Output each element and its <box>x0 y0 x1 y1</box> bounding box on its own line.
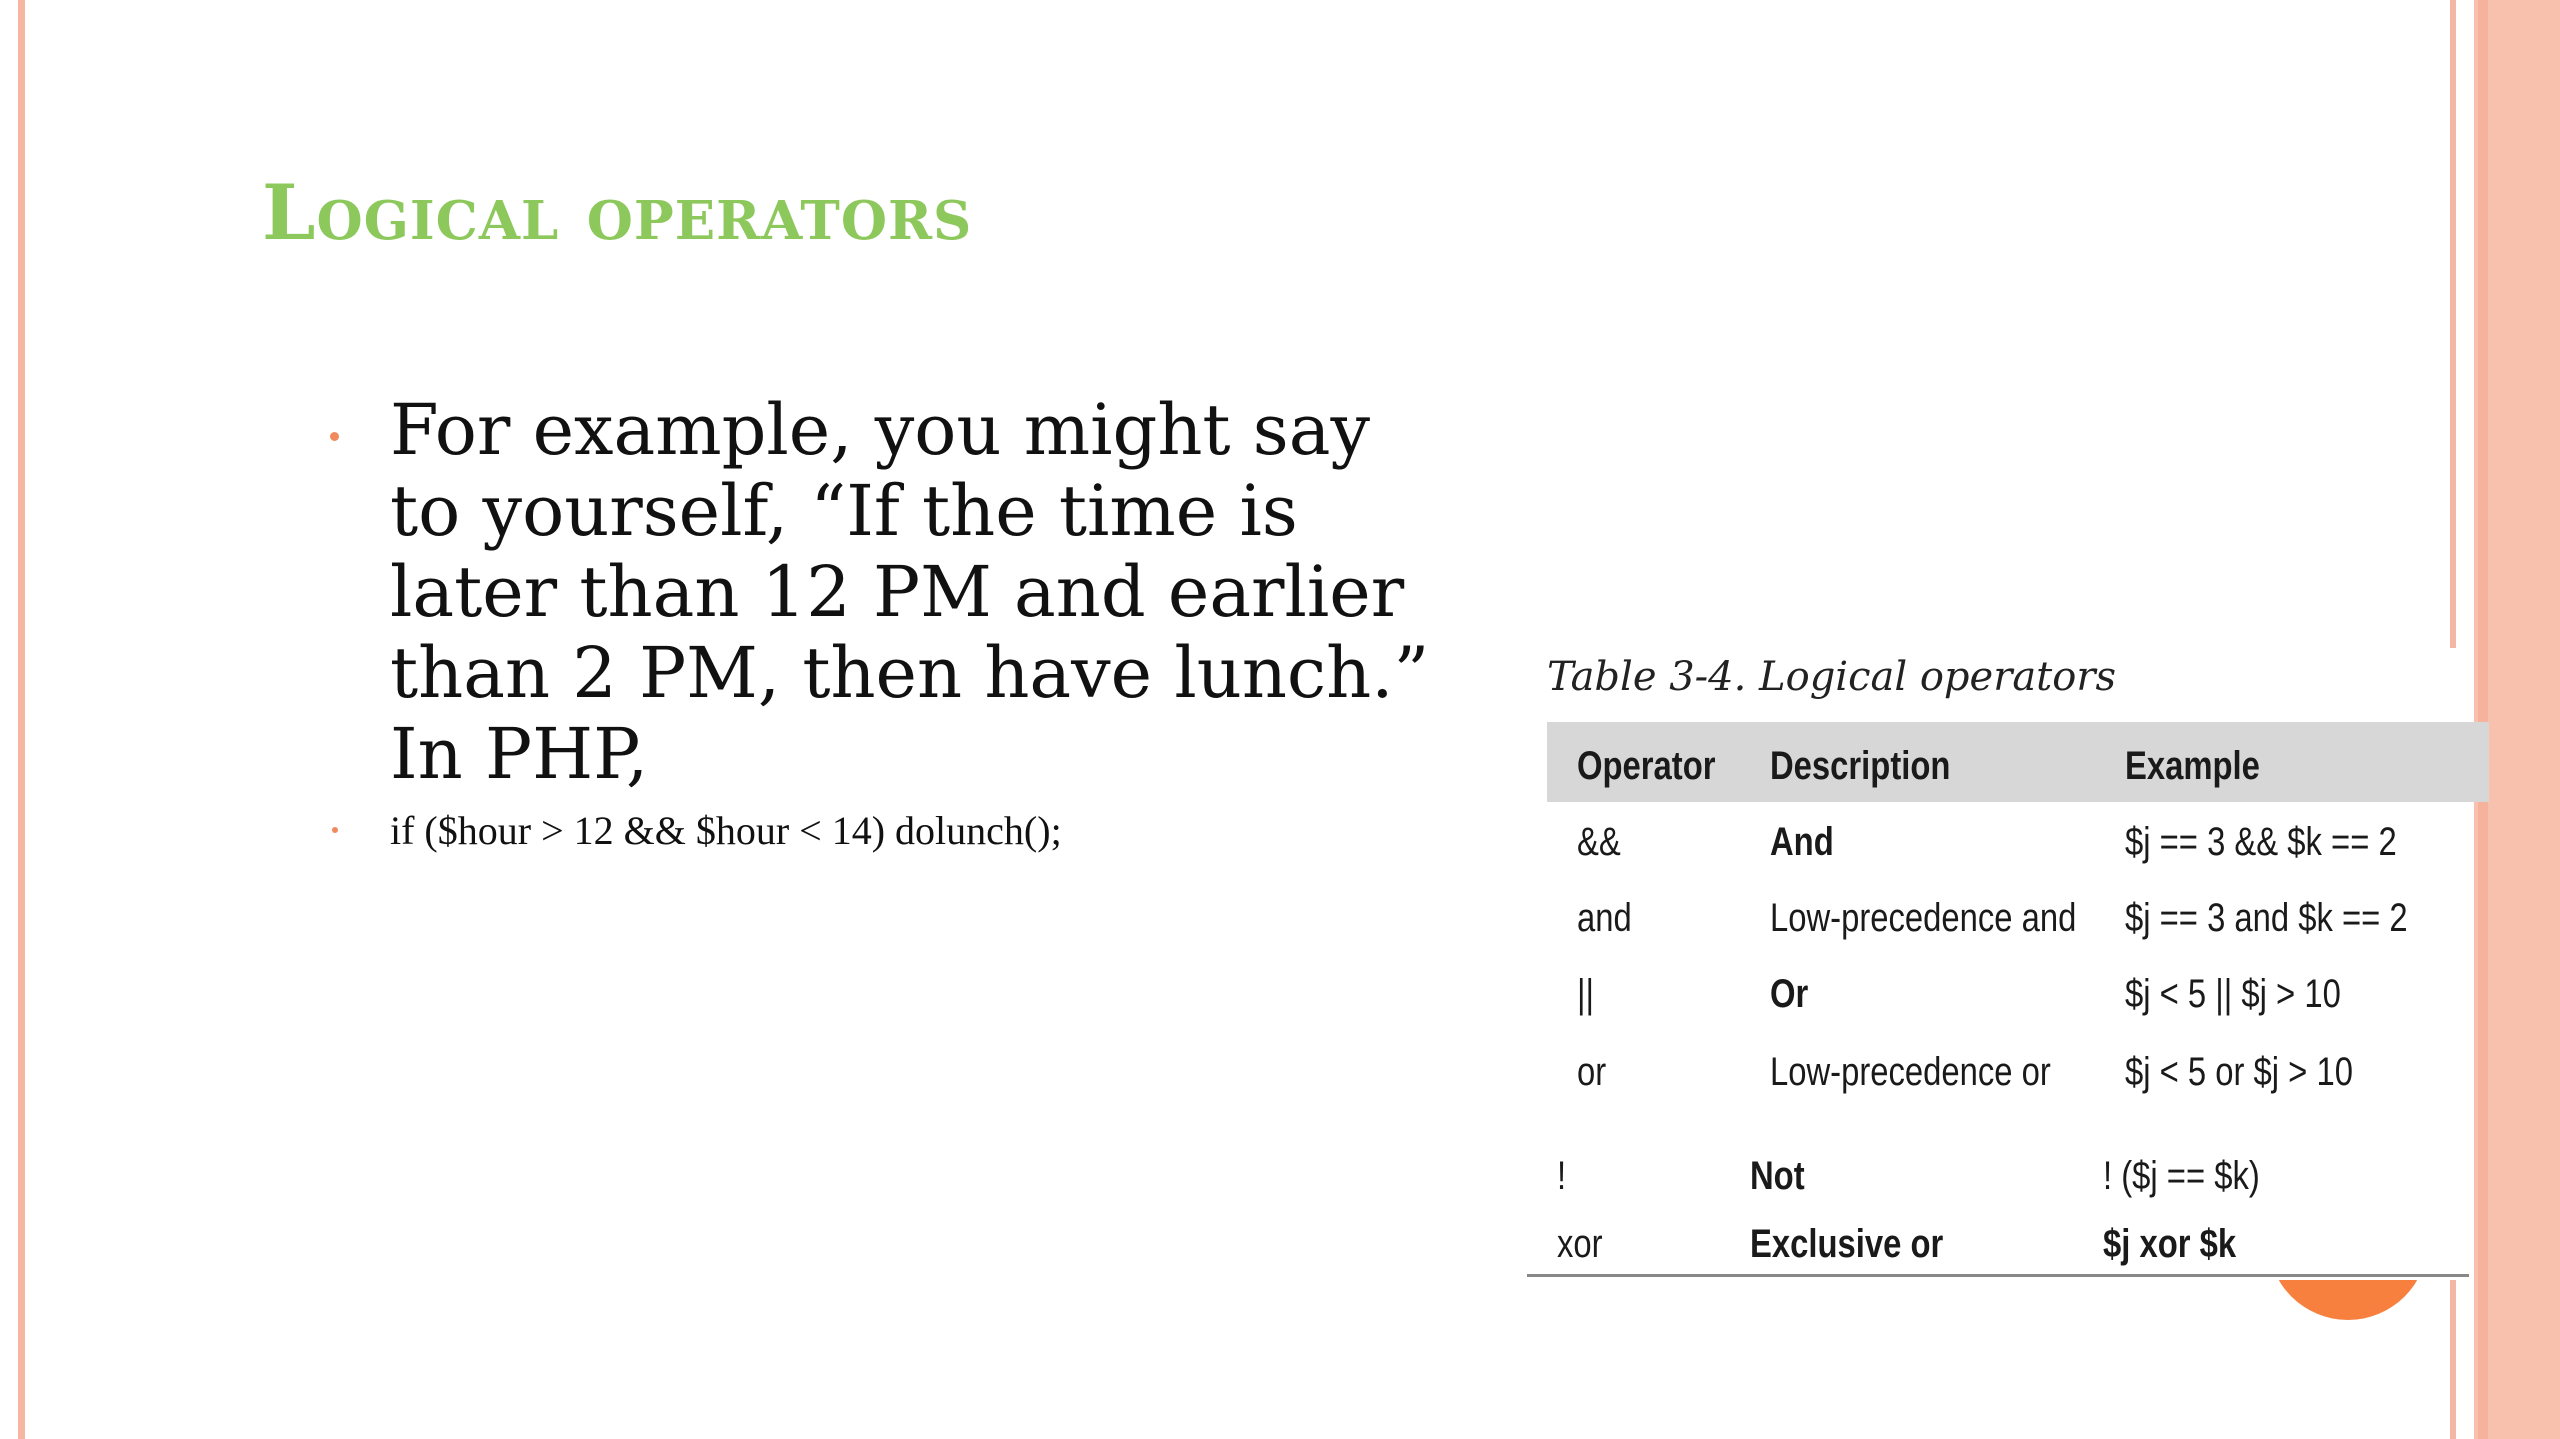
table-cell-operator: xor <box>1557 1222 1603 1266</box>
right-accent-stripe <box>2478 0 2488 1439</box>
table-cell-example: $j == 3 && $k == 2 <box>2125 820 2397 864</box>
bullet-marker <box>332 827 338 833</box>
slide-title: Logical operators <box>262 168 973 257</box>
table-cell-example: $j < 5 or $j > 10 <box>2125 1050 2353 1094</box>
table-cell-description: Low-precedence and <box>1770 896 2077 940</box>
bullet-text: For example, you might say to yourself, “If the time is later than 12 PM and earlier than 2 PM, then have lunch.” In PHP, <box>390 389 1430 795</box>
bullet-marker <box>330 432 339 441</box>
table-cell-operator: || <box>1577 972 1595 1016</box>
table-cell-description: Not <box>1750 1154 1805 1198</box>
table-cell-operator: and <box>1577 896 1632 940</box>
table-cell-example: $j == 3 and $k == 2 <box>2125 896 2408 940</box>
table-cell-description: Low-precedence or <box>1770 1050 2051 1094</box>
bullet-item <box>320 390 1440 795</box>
header-description: Description <box>1770 744 1951 788</box>
table-bottom-rule <box>1527 1274 2469 1277</box>
operators-table-figure <box>1505 648 2465 1280</box>
table-cell-description: And <box>1770 820 1834 864</box>
bullet-item-code <box>320 807 1440 855</box>
table-cell-example: $j xor $k <box>2103 1222 2237 1266</box>
code-example-text: if ($hour > 12 && $hour < 14) dolunch(); <box>390 808 1062 853</box>
header-example: Example <box>2125 744 2260 788</box>
left-accent-rule <box>18 0 25 1439</box>
bullet-list <box>320 390 1440 855</box>
table-cell-example: ! ($j == $k) <box>2103 1154 2260 1198</box>
header-operator: Operator <box>1577 744 1716 788</box>
table-cell-operator: && <box>1577 820 1621 864</box>
table-cell-operator: or <box>1577 1050 1607 1094</box>
table-cell-description: Exclusive or <box>1750 1222 1944 1266</box>
table-cell-description: Or <box>1770 972 1809 1016</box>
table-cell-example: $j < 5 || $j > 10 <box>2125 972 2341 1016</box>
table-caption: Table 3-4. Logical operators <box>1547 654 2116 700</box>
table-cell-operator: ! <box>1557 1154 1567 1198</box>
